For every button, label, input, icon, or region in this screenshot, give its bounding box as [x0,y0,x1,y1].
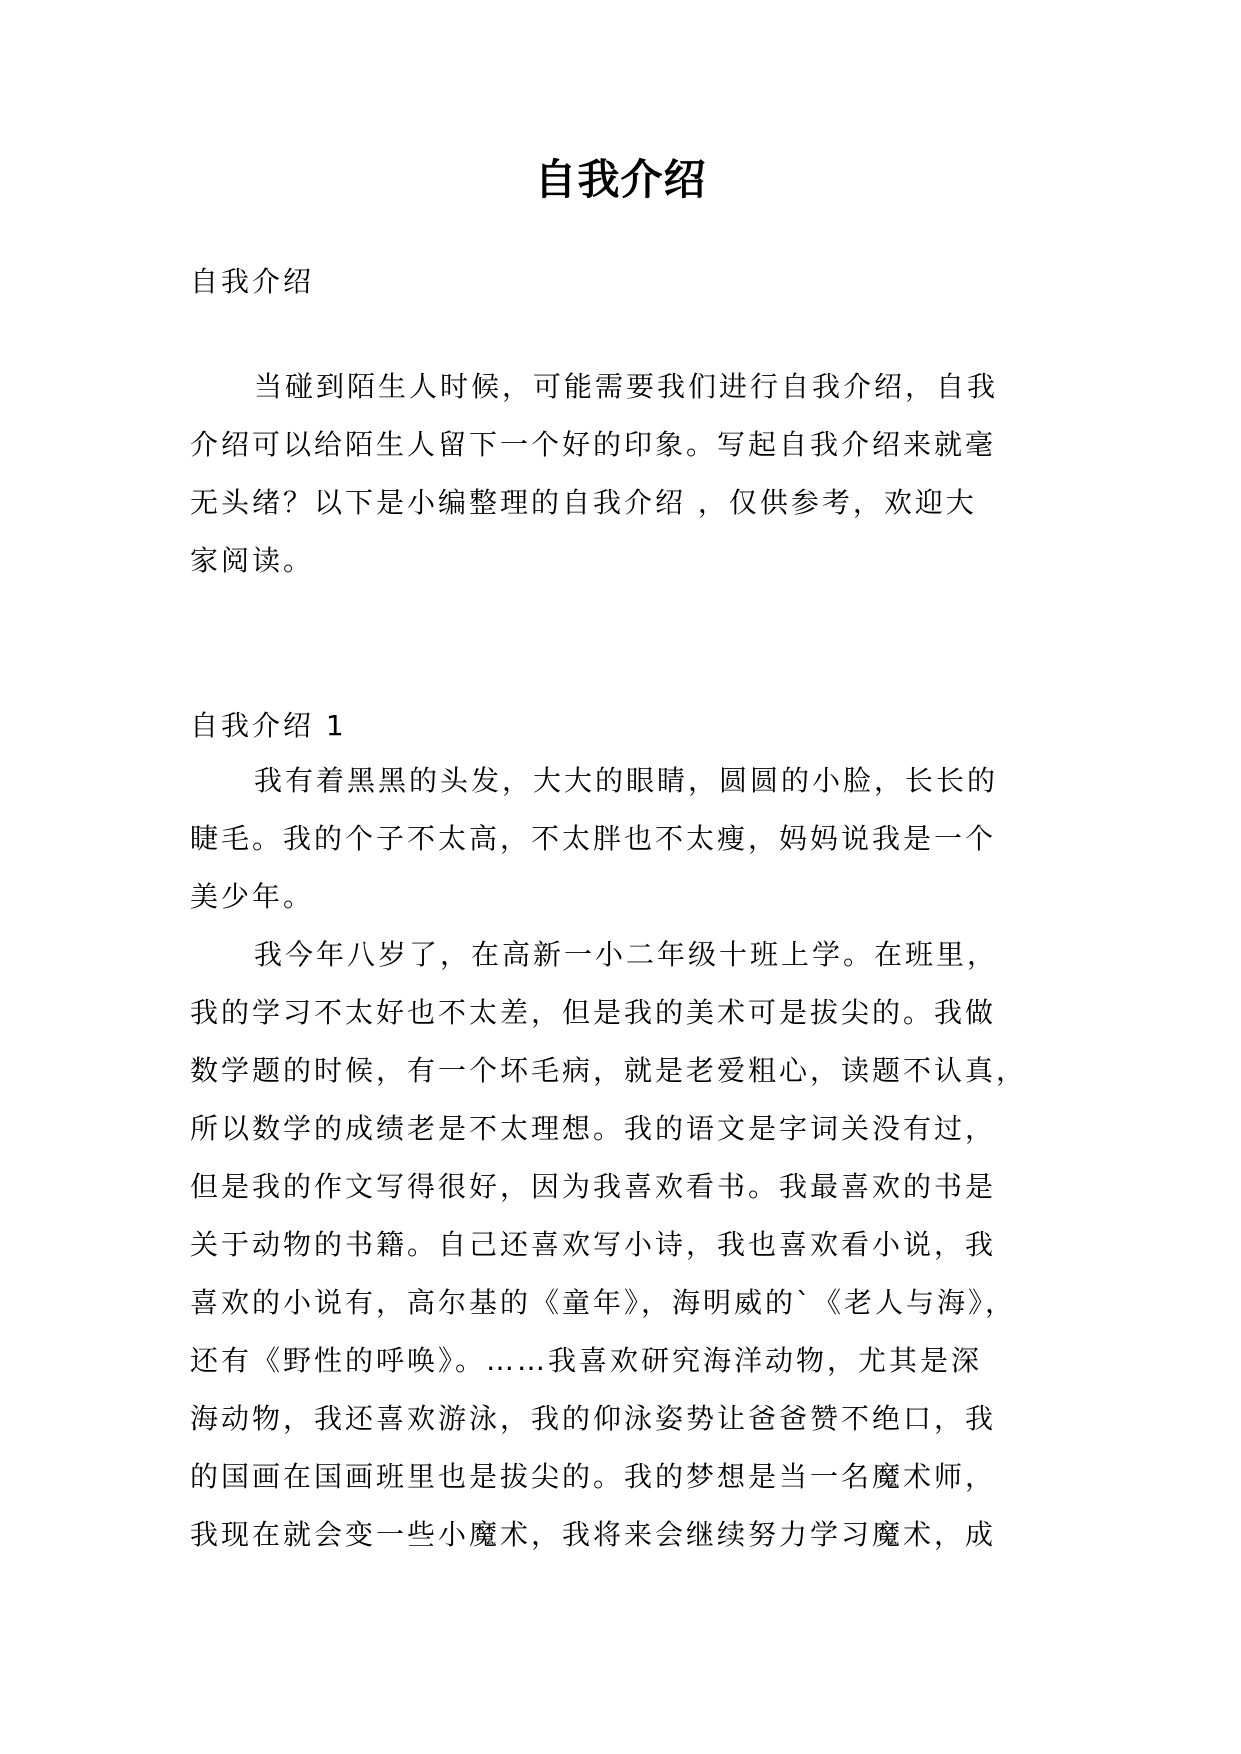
paragraph-2 [190,926,1056,1564]
intro-line: 无头绪？以下是小编整理的自我介绍 ，仅供参考，欢迎大 [190,486,977,519]
paragraph-1 [190,752,1056,926]
intro-line: 家阅读。 [190,544,315,577]
paragraph-line: 的国画在国画班里也是拔尖的。我的梦想是当一名魔术师， [190,1460,997,1493]
paragraph-line: 我现在就会变一些小魔术，我将来会继续努力学习魔术，成 [190,1518,997,1551]
paragraph-line: 还有《野性的呼唤》。……我喜欢研究海洋动物，尤其是深 [190,1344,983,1377]
paragraph-line: 海动物，我还喜欢游泳，我的仰泳姿势让爸爸赞不绝口，我 [190,1402,997,1435]
paragraph-line: 我的学习不太好也不太差，但是我的美术可是拔尖的。我做 [190,996,997,1029]
intro-line: 当碰到陌生人时候，可能需要我们进行自我介绍，自我 [254,370,999,403]
paragraph-line: 美少年。 [190,880,315,913]
intro-paragraph [190,358,1056,590]
paragraph-line: 我今年八岁了，在高新一小二年级十班上学。在班里， [254,938,999,971]
intro-line: 介绍可以给陌生人留下一个好的印象。写起自我介绍来就毫 [190,428,997,461]
paragraph-line: 喜欢的小说有，高尔基的《童年》，海明威的`《老人与海》， [190,1286,1017,1319]
paragraph-line: 但是我的作文写得很好，因为我喜欢看书。我最喜欢的书是 [190,1170,997,1203]
section-heading: 自我介绍 1 [190,709,347,742]
paragraph-line: 睫毛。我的个子不太高，不太胖也不太瘦，妈妈说我是一个 [190,822,997,855]
paragraph-line: 所以数学的成绩老是不太理想。我的语文是字词关没有过， [190,1112,997,1145]
document-subtitle: 自我介绍 [190,265,315,298]
document-title: 自我介绍 [534,155,707,204]
paragraph-line: 我有着黑黑的头发，大大的眼睛，圆圆的小脸，长长的 [254,764,999,797]
paragraph-line: 关于动物的书籍。自己还喜欢写小诗，我也喜欢看小说，我 [190,1228,997,1261]
paragraph-line: 数学题的时候，有一个坏毛病，就是老爱粗心，读题不认真， [190,1054,1028,1087]
